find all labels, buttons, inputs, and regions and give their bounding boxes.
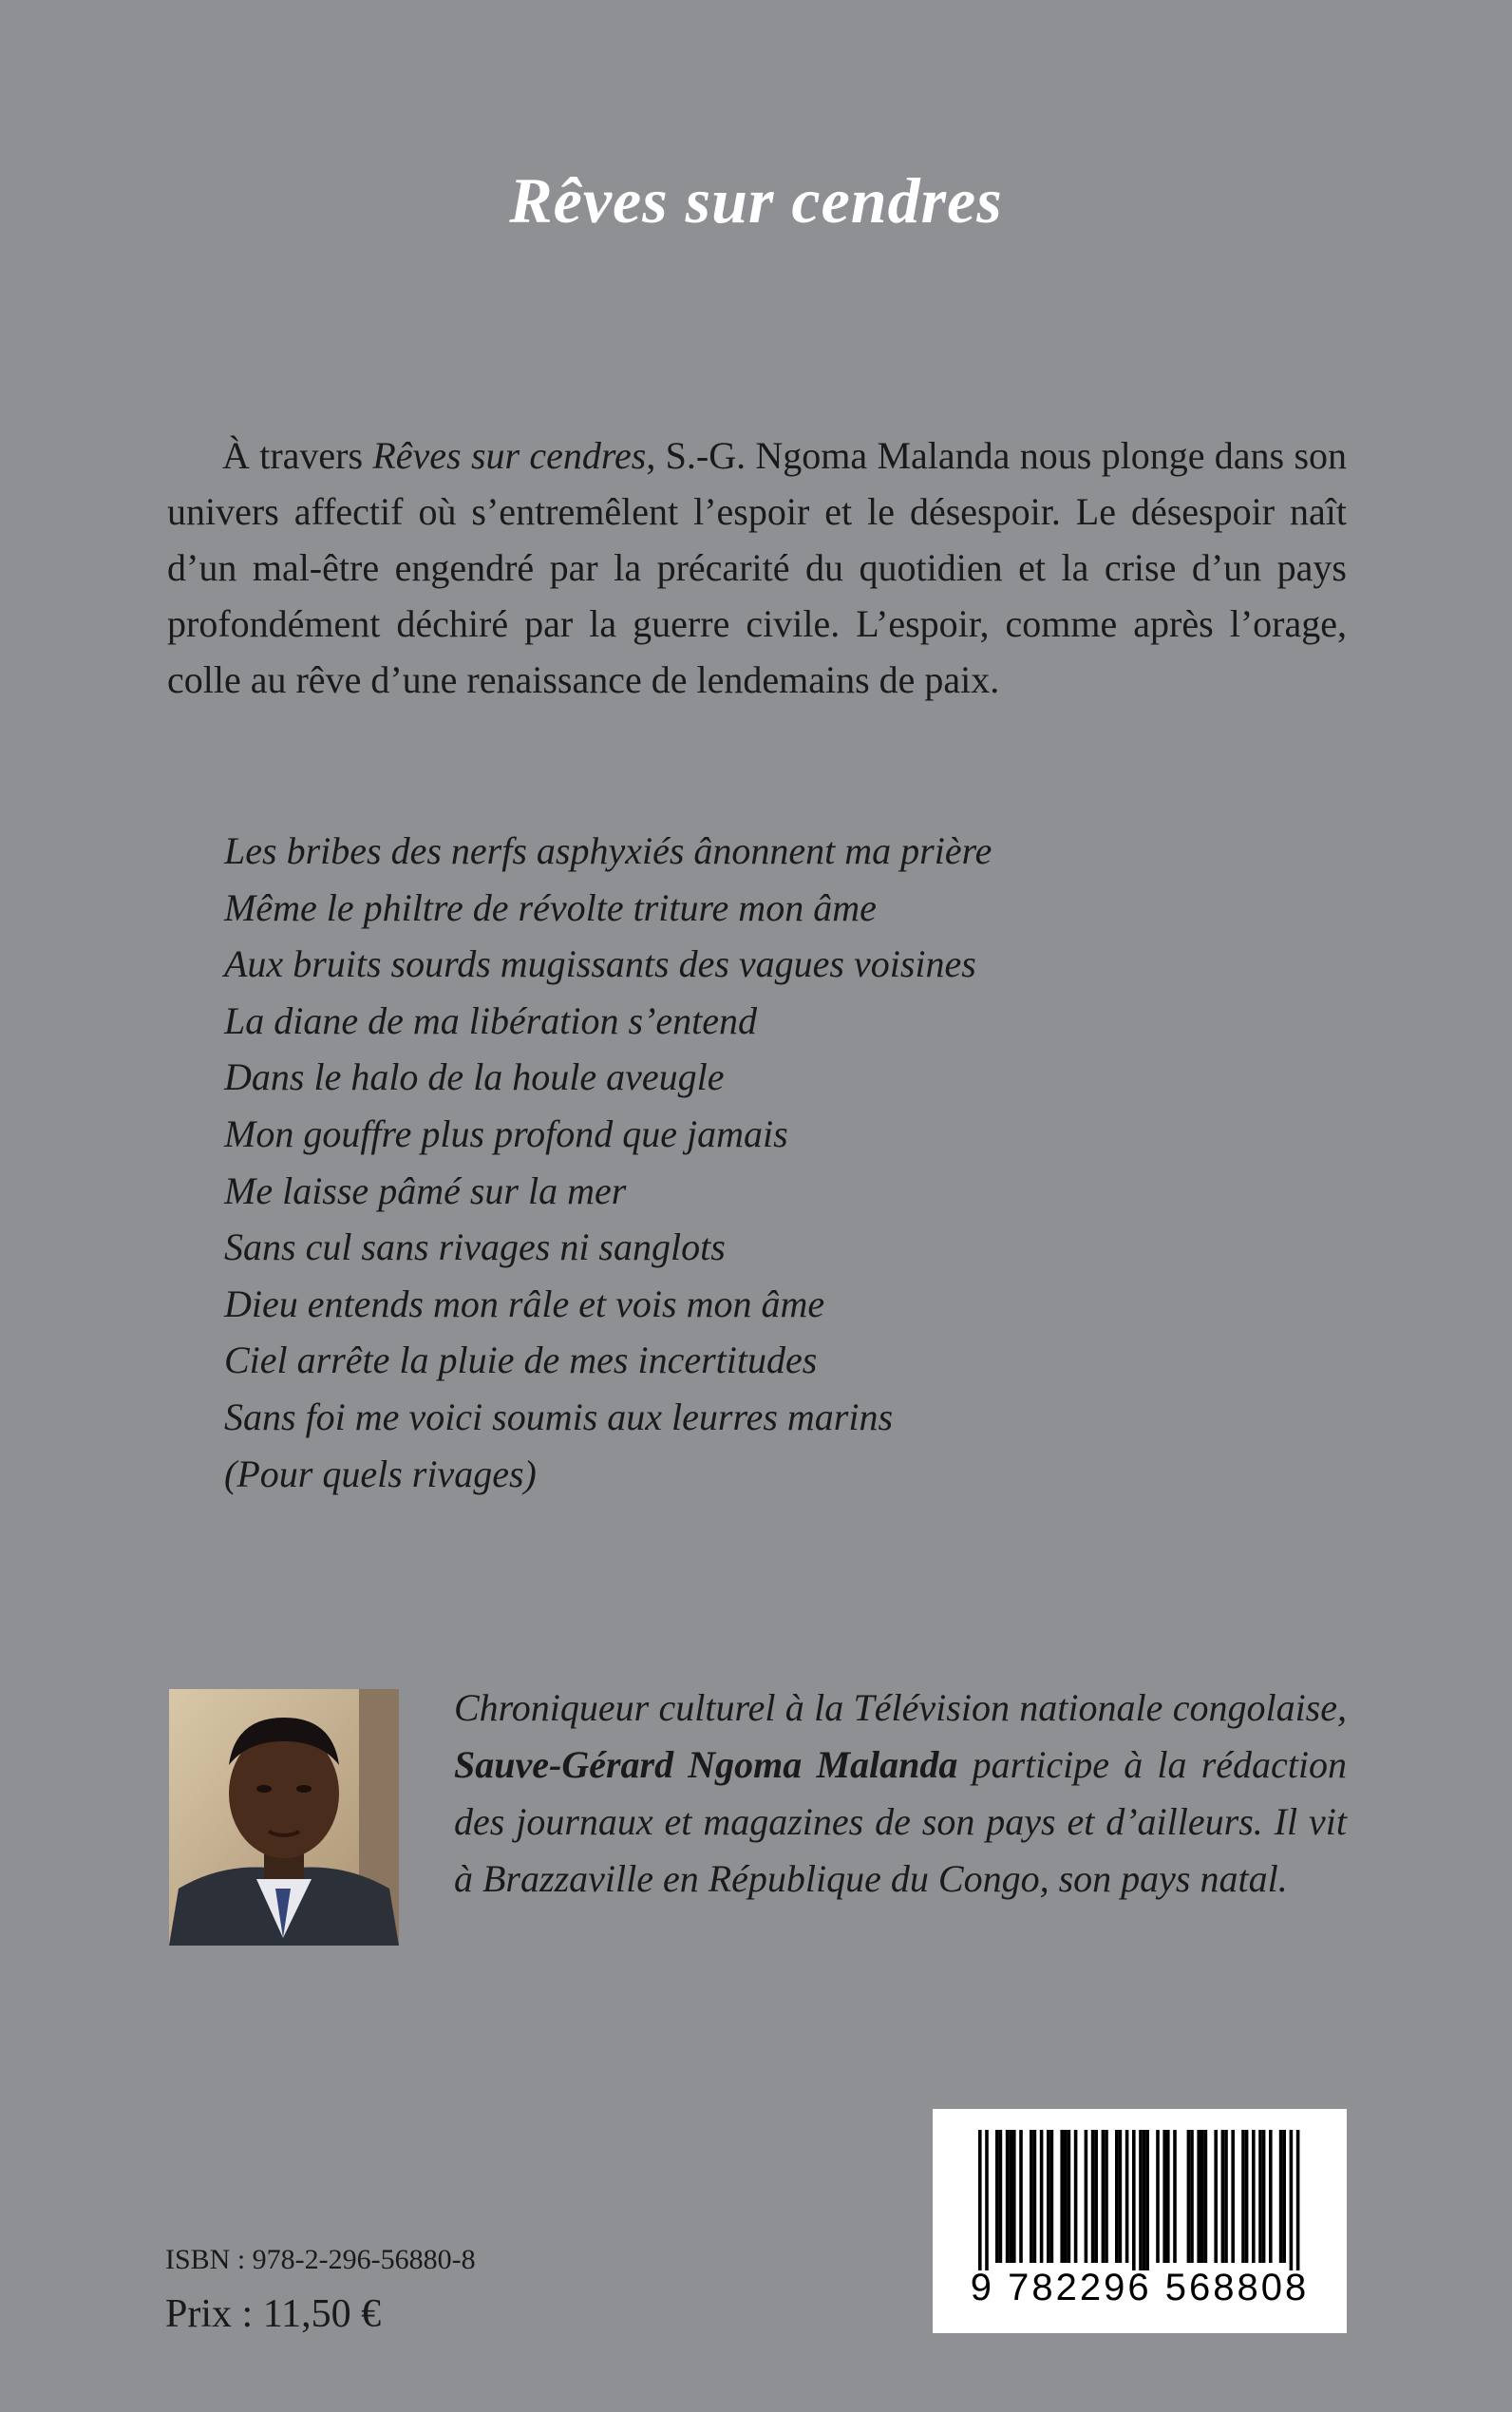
summary-intro: À travers: [222, 434, 373, 477]
barcode-bar: [1050, 2130, 1054, 2263]
barcode-bar: [1143, 2130, 1146, 2270]
barcode-bar: [985, 2130, 989, 2270]
barcode-bar: [1047, 2130, 1050, 2263]
barcode-bar: [1064, 2130, 1068, 2263]
barcode-bar: [1166, 2130, 1170, 2263]
barcode-bar: [1162, 2130, 1166, 2263]
barcode-bar: [1033, 2130, 1037, 2263]
barcode-bar: [1173, 2130, 1177, 2263]
bio-after: participe à la rédaction des journaux et magazines de son pays et d’ailleurs. Il vit à Brazzaville en République du Congo, son pays natal.: [454, 1743, 1347, 1900]
barcode-bar: [995, 2130, 999, 2263]
summary-paragraph: [167, 427, 1347, 708]
barcode-bar: [1204, 2130, 1208, 2263]
price-value: 11,50 €: [262, 2292, 382, 2336]
barcode-digits: 9 782296 568808: [970, 2267, 1310, 2308]
poem-line: Dieu entends mon râle et vois mon âme: [224, 1282, 825, 1325]
barcode-bar: [1290, 2130, 1294, 2270]
price: [165, 2291, 381, 2337]
barcode-bar: [1279, 2130, 1283, 2263]
barcode-bar: [1262, 2130, 1266, 2263]
barcode-bar: [1119, 2130, 1123, 2263]
barcode-bar: [1009, 2130, 1012, 2263]
barcode-bar: [978, 2130, 982, 2270]
summary-book-title: Rêves sur cendres: [372, 434, 647, 477]
author-name: Sauve-Gérard Ngoma Malanda: [454, 1743, 958, 1786]
barcode-bar: [1060, 2130, 1064, 2263]
barcode: [933, 2109, 1347, 2333]
author-photo: [169, 1689, 399, 1946]
poem-line: Sans foi me voici soumis aux leurres marins: [224, 1395, 894, 1438]
barcode-bar: [1085, 2130, 1088, 2263]
barcode-bar: [1197, 2130, 1200, 2263]
barcode-bar: [1187, 2130, 1191, 2263]
poem-line: Sans cul sans rivages ni sanglots: [224, 1225, 726, 1269]
barcode-bar: [1040, 2130, 1044, 2263]
barcode-bar: [1030, 2130, 1033, 2263]
barcode-bar: [1115, 2130, 1119, 2263]
barcode-bar: [1006, 2130, 1010, 2263]
barcode-bar: [1258, 2130, 1262, 2263]
barcode-bar: [1105, 2130, 1108, 2263]
isbn: ISBN : 978-2-296-56880-8: [165, 2244, 476, 2275]
poem-line: Les bribes des nerfs asphyxiés ânonnent ma prière: [224, 829, 992, 872]
poem-line: Mon gouffre plus profond que jamais: [224, 1111, 788, 1155]
barcode-bar: [1231, 2130, 1235, 2263]
barcode-bar: [1019, 2130, 1023, 2263]
barcode-bar: [1012, 2130, 1016, 2263]
barcode-bar: [1214, 2130, 1218, 2263]
barcode-bar: [1200, 2130, 1204, 2263]
barcode-bar: [1139, 2130, 1143, 2270]
poem-line: Me laisse pâmé sur la mer: [224, 1168, 627, 1212]
barcode-bar: [1132, 2130, 1136, 2270]
poem-line: Ciel arrête la pluie de mes incertitudes: [224, 1339, 818, 1382]
barcode-bar: [1125, 2130, 1129, 2263]
poem-line: La diane de ma libération s’entend: [224, 998, 758, 1042]
barcode-bar: [1074, 2130, 1078, 2263]
barcode-bar: [1241, 2130, 1245, 2263]
price-label: Prix :: [165, 2292, 263, 2336]
barcode-bar: [999, 2130, 1003, 2263]
book-title: Rêves sur cendres: [509, 164, 1003, 237]
barcode-bars: [933, 2109, 1347, 2270]
barcode-bar: [1145, 2130, 1149, 2270]
poem-line: Dans le halo de la houle aveugle: [224, 1055, 725, 1099]
barcode-bar: [1102, 2130, 1106, 2263]
barcode-bar: [1221, 2130, 1225, 2263]
barcode-bar: [1296, 2130, 1300, 2270]
author-bio: [454, 1680, 1347, 1908]
poem-line: Même le philtre de révolte triture mon âme: [224, 885, 877, 929]
barcode-bar: [1091, 2130, 1095, 2263]
barcode-bar: [1068, 2130, 1071, 2263]
poem-line: (Pour quels rivages): [224, 1452, 537, 1495]
summary-rest: , S.-G. Ngoma Malanda nous plonge dans son univers affectif où s’entremêlent l’espoir et le désespoir. Le désespoir naît d’un mal-être engendré par la précarité du quotidien et la crise d’un pays profondément déchiré par la guerre civile. L’espoir, comme après l’orage, colle au rêve d’une renaissance de lendemains de paix.: [167, 434, 1348, 701]
bio-before: Chroniqueur culturel à la Télévision nationale congolaise,: [454, 1686, 1347, 1729]
barcode-bar: [1224, 2130, 1228, 2263]
barcode-bar: [1282, 2130, 1286, 2263]
barcode-bar: [1156, 2130, 1160, 2263]
barcode-bar: [1094, 2130, 1098, 2263]
barcode-bar: [1252, 2130, 1256, 2263]
barcode-bar: [1245, 2130, 1249, 2263]
poem-excerpt: [224, 823, 992, 1502]
barcode-bar: [1269, 2130, 1273, 2263]
poem-line: Aux bruits sourds mugissants des vagues voisines: [224, 942, 976, 986]
barcode-bar: [1190, 2130, 1194, 2263]
author-portrait-icon: [169, 1689, 399, 1946]
